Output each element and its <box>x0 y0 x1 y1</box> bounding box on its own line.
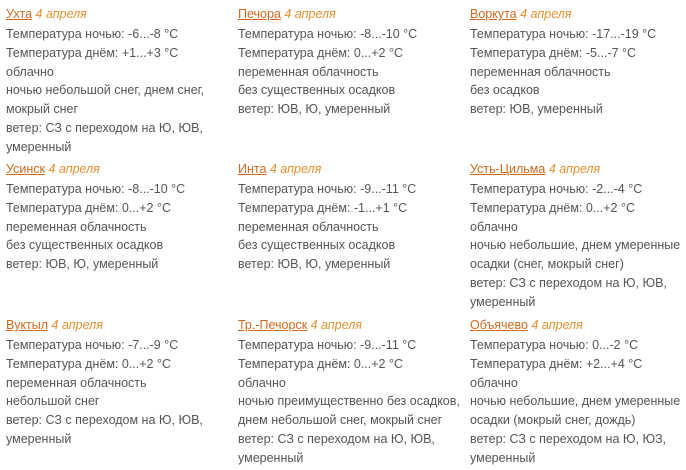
city-link[interactable]: Печора <box>238 7 281 21</box>
wind-cont: умеренный <box>470 294 536 309</box>
card-header <box>6 317 232 336</box>
card-header <box>470 161 686 180</box>
precipitation-cont: осадки (снег, мокрый снег) <box>470 257 624 272</box>
card-header <box>470 6 686 25</box>
city-link[interactable]: Тр.-Печорск <box>238 318 308 332</box>
forecast-card-troitsko-pechorsk <box>238 317 464 468</box>
forecast-card-inta <box>238 161 464 274</box>
day-temperature: Температура днём: 0...+2 °C <box>6 356 171 371</box>
precipitation: ночью небольшие, днем умеренные <box>470 394 681 409</box>
forecast-card-ukhta <box>6 6 232 157</box>
card-header <box>6 6 232 25</box>
wind: ветер: СЗ с переходом на Ю, ЮВ, <box>238 431 435 446</box>
wind-cont: умеренный <box>6 431 72 446</box>
precipitation: небольшой снег <box>6 394 100 409</box>
card-header <box>238 161 464 180</box>
card-header <box>238 6 464 25</box>
night-temperature: Температура ночью: -9...-11 °C <box>238 182 417 196</box>
city-link[interactable]: Объячево <box>470 318 528 332</box>
forecast-date: 4 апреля <box>310 318 363 332</box>
wind: ветер: ЮВ, Ю, умеренный <box>238 102 391 117</box>
night-temperature: Температура ночью: -7...-9 °C <box>6 338 179 352</box>
forecast-date: 4 апреля <box>284 7 336 21</box>
forecast-date: 4 апреля <box>269 162 322 176</box>
precipitation: ночью небольшие, днем умеренные <box>470 238 681 253</box>
wind: ветер: СЗ с переходом на Ю, ЮВ, <box>6 120 203 135</box>
precipitation-cont: осадки (мокрый снег, дождь) <box>470 413 636 428</box>
day-temperature: Температура днём: +1...+3 °C <box>6 45 179 60</box>
cloudiness: переменная облачность <box>6 219 147 234</box>
forecast-date: 4 апреля <box>48 162 100 176</box>
forecast-card-usinsk <box>6 161 232 274</box>
precipitation-cont: мокрый снег <box>6 102 79 117</box>
forecast-date: 4 апреля <box>51 318 103 332</box>
forecast-card-obyachevo <box>470 317 686 468</box>
cloudiness: переменная облачность <box>470 64 611 79</box>
precipitation: без существенных осадков <box>238 238 396 253</box>
cloudiness: переменная облачность <box>238 64 379 79</box>
precipitation: без осадков <box>470 83 540 98</box>
wind: ветер: ЮВ, Ю, умеренный <box>238 257 391 272</box>
day-temperature: Температура днём: 0...+2 °C <box>470 200 635 215</box>
wind: ветер: СЗ с переходом на Ю, ЮЗ, <box>470 431 667 446</box>
cloudiness: облачно <box>470 219 518 234</box>
precipitation: без существенных осадков <box>6 238 164 253</box>
card-header <box>6 161 232 180</box>
day-temperature: Температура днём: -5...-7 °C <box>470 45 637 60</box>
city-link[interactable]: Инта <box>238 162 267 176</box>
cloudiness: переменная облачность <box>238 219 379 234</box>
city-link[interactable]: Усть-Цильма <box>470 162 546 176</box>
card-header <box>470 317 686 336</box>
day-temperature: Температура днём: 0...+2 °C <box>6 200 171 215</box>
night-temperature: Температура ночью: -8...-10 °C <box>238 27 418 41</box>
precipitation: ночью преимущественно без осадков, <box>238 394 460 409</box>
card-header <box>238 317 464 336</box>
night-temperature: Температура ночью: -9...-11 °C <box>238 338 417 352</box>
wind-cont: умеренный <box>470 450 536 465</box>
city-link[interactable]: Усинск <box>6 162 45 176</box>
night-temperature: Температура ночью: 0...-2 °C <box>470 338 639 352</box>
precipitation: ночью небольшой снег, днем снег, <box>6 83 205 98</box>
cloudiness: переменная облачность <box>6 375 147 390</box>
wind-cont: умеренный <box>238 450 304 465</box>
wind: ветер: СЗ с переходом на Ю, ЮВ, <box>6 413 203 428</box>
wind: ветер: ЮВ, умеренный <box>470 102 603 117</box>
day-temperature: Температура днём: 0...+2 °C <box>238 45 403 60</box>
day-temperature: Температура днём: +2...+4 °C <box>470 356 643 371</box>
night-temperature: Температура ночью: -6...-8 °C <box>6 27 179 41</box>
precipitation: без существенных осадков <box>238 83 396 98</box>
forecast-date: 4 апреля <box>520 7 572 21</box>
cloudiness: облачно <box>238 375 286 390</box>
forecast-card-vuktyl <box>6 317 232 449</box>
forecast-card-ust-tsilma <box>470 161 686 312</box>
forecast-card-pechora <box>238 6 464 119</box>
forecast-date: 4 апреля <box>531 318 583 332</box>
cloudiness: облачно <box>6 64 54 79</box>
city-link[interactable]: Ухта <box>6 7 33 21</box>
wind-cont: умеренный <box>6 139 72 154</box>
city-link[interactable]: Воркута <box>470 7 517 21</box>
forecast-card-vorkuta <box>470 6 686 119</box>
city-link[interactable]: Вуктыл <box>6 318 49 332</box>
day-temperature: Температура днём: -1...+1 °C <box>238 200 408 215</box>
wind: ветер: ЮВ, Ю, умеренный <box>6 257 159 272</box>
day-temperature: Температура днём: 0...+2 °C <box>238 356 403 371</box>
wind: ветер: СЗ с переходом на Ю, ЮВ, <box>470 275 667 290</box>
forecast-date: 4 апреля <box>548 162 601 176</box>
night-temperature: Температура ночью: -8...-10 °C <box>6 182 186 196</box>
forecast-date: 4 апреля <box>35 7 87 21</box>
precipitation-cont: днем небольшой снег, мокрый снег <box>238 413 443 428</box>
cloudiness: облачно <box>470 375 518 390</box>
night-temperature: Температура ночью: -17...-19 °C <box>470 27 657 41</box>
night-temperature: Температура ночью: -2...-4 °C <box>470 182 643 196</box>
